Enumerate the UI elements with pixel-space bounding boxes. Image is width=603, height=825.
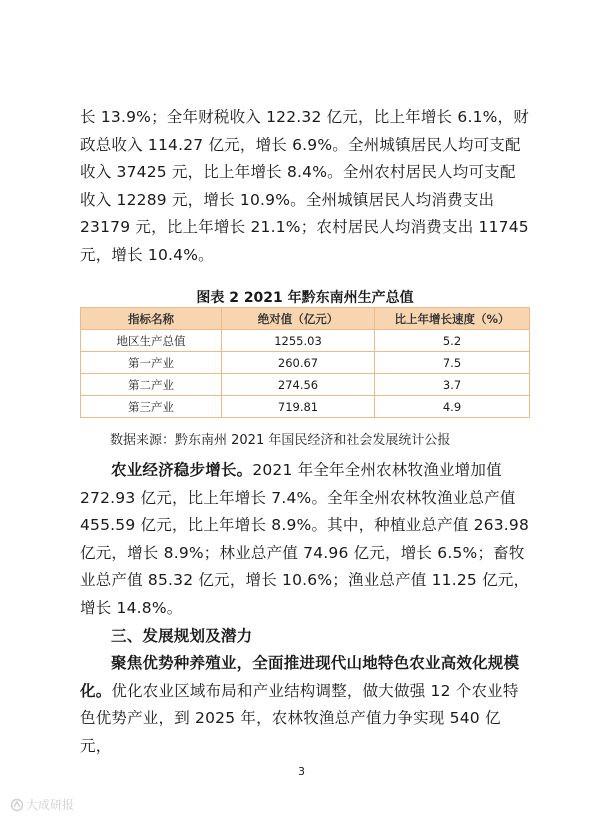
table-cell: 1255.03	[222, 330, 375, 352]
table-cell: 260.67	[222, 352, 375, 374]
paragraph-body: 2021 年全年全州农林牧渔业增加值 272.93 亿元，比上年增长 7.4%。全年全州农林牧渔业总产值 455.59 亿元，比上年增长 8.9%。其中，种植业总产值 263.98 亿元，增长 8.9%；林业总产值 74.96 亿元，增长 6.5%；畜牧业总产值 85.32 亿元，增长 10.6%；渔业总产值 11.25 亿元，增长 14.8%。	[80, 461, 530, 617]
watermark-text: 大成研报	[26, 798, 75, 812]
table-caption: 图表 2 2021 年黔东南州生产总值	[196, 290, 414, 306]
table-header-row	[81, 308, 530, 330]
table-cell: 第二产业	[81, 374, 222, 396]
paragraph-lead: 聚焦优势种养殖业，全面推进现代山地特色农业高效化规模化。	[80, 654, 520, 700]
table-cell: 4.9	[375, 396, 530, 418]
table-row	[81, 396, 530, 418]
table-row	[81, 374, 530, 396]
table-cell: 719.81	[222, 396, 375, 418]
table-header-cell: 指标名称	[81, 308, 222, 330]
paragraph-body: 优化农业区域布局和产业结构调整，做大做强 12 个农业特色优势产业，到 2025 年，农林牧渔总产值力争实现 540 亿元，	[80, 681, 519, 755]
table-cell: 3.7	[375, 374, 530, 396]
table-cell: 5.2	[375, 330, 530, 352]
paragraph-development-plan	[80, 650, 530, 760]
gdp-table	[80, 307, 530, 418]
section-heading: 三、发展规划及潜力	[111, 627, 253, 645]
watermark-logo-icon	[10, 798, 24, 812]
table-row	[81, 330, 530, 352]
table-cell: 第一产业	[81, 352, 222, 374]
table-header-cell: 绝对值（亿元）	[222, 308, 375, 330]
watermark	[10, 796, 74, 813]
table-header-cell: 比上年增长速度（%）	[375, 308, 530, 330]
table-cell: 274.56	[222, 374, 375, 396]
paragraph-agriculture	[80, 457, 530, 622]
table-cell: 地区生产总值	[81, 330, 222, 352]
table-source-note: 数据来源：黔东南州 2021 年国民经济和社会发展统计公报	[110, 433, 451, 448]
page-number: 3	[298, 765, 305, 778]
paragraph-fiscal-income: 长 13.9%；全年财税收入 122.32 亿元，比上年增长 6.1%，财政总收入 114.27 亿元，增长 6.9%。全州城镇居民人均可支配收入 37425 元，比上年增长 8.4%。全州农村居民人均可支配收入 12289 元，增长 10.9%。全州城镇居民人均消费支出 23179 元，比上年增长 21.1%；农村居民人均消费支出 11745 元，增长 10.4%。	[80, 108, 529, 264]
table-row	[81, 352, 530, 374]
paragraph-lead: 农业经济稳步增长。	[111, 461, 253, 479]
table-cell: 第三产业	[81, 396, 222, 418]
table-cell: 7.5	[375, 352, 530, 374]
